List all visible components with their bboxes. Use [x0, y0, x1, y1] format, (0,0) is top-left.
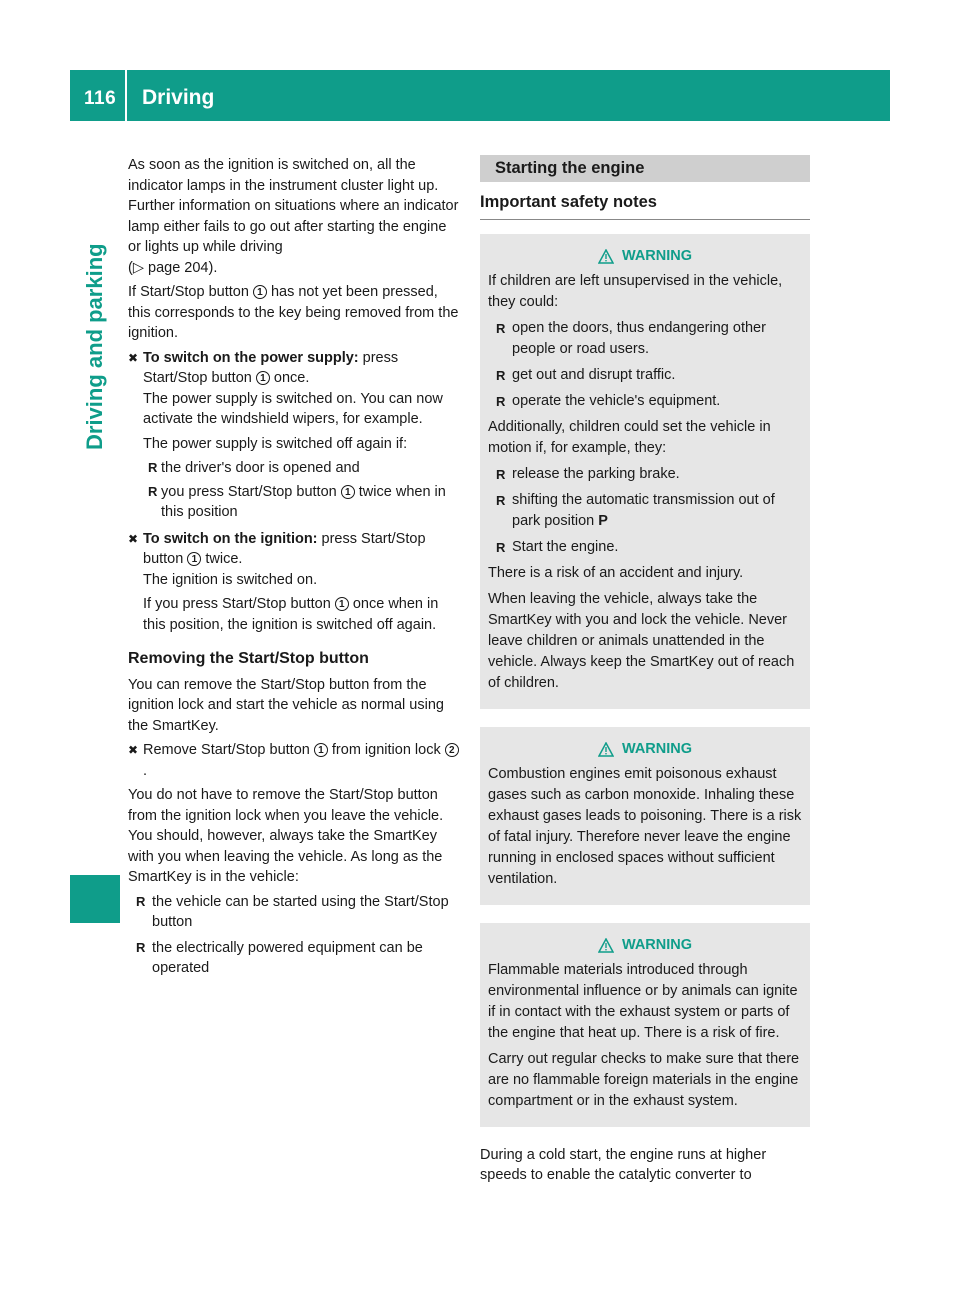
text: .	[143, 762, 148, 779]
text: from ignition lock	[327, 742, 445, 758]
paragraph: Combustion engines emit poisonous exhaust gases such as carbon monoxide. Inhaling these exhaust gases leads to poisoning. There is a risk of fatal injury. Therefore never leave the engine running in enclosed spaces without sufficient ventilation.	[488, 765, 802, 887]
left-column	[128, 155, 460, 984]
bullet-icon: R	[148, 483, 158, 499]
page-title: Driving	[142, 86, 215, 109]
right-column	[480, 155, 810, 1189]
step-arrow-icon: ✖	[128, 350, 139, 365]
callout-1-icon: 1	[335, 597, 349, 611]
text: you press Start/Stop button	[161, 483, 341, 500]
bullet-icon: R	[148, 460, 158, 475]
side-tab-block	[70, 875, 120, 923]
warning-header	[488, 935, 802, 956]
instruction-step	[128, 348, 460, 455]
paragraph: When leaving the vehicle, always take the SmartKey with you and lock the vehicle. Never leave children or animals unattended in the vehicle. Always keep the SmartKey out of reach of children.	[488, 590, 795, 691]
warning-header	[488, 739, 802, 760]
paragraph: Additionally, children could set the vehicle in motion if, for example, they:	[488, 418, 771, 456]
text: the electrically powered equipment can be operated	[152, 939, 423, 976]
paragraph: There is a risk of an accident and injury.	[488, 564, 744, 581]
bullet-icon: R	[496, 466, 506, 482]
text: release the parking brake.	[512, 465, 680, 482]
text: press Start/Stop button	[143, 530, 426, 567]
text: press Start/Stop button	[143, 349, 399, 386]
list-item	[128, 458, 460, 479]
callout-1-icon: 1	[253, 285, 267, 299]
bullet-icon: R	[496, 320, 506, 336]
callout-1-icon: 1	[187, 552, 201, 566]
callout-1-icon: 1	[314, 743, 328, 757]
bullet-icon: R	[496, 367, 506, 383]
warning-box	[480, 923, 810, 1127]
warning-box	[480, 234, 810, 709]
text: If Start/Stop button	[128, 284, 253, 300]
step-label: To switch on the ignition:	[143, 530, 318, 547]
step-arrow-icon: ✖	[128, 743, 139, 757]
text: Remove Start/Stop button	[143, 742, 314, 758]
text: As soon as the ignition is switched on, all the indicator lamps in the instrument cluster light up. Further information on situations where an indicator lamp either fails to go out after starting the engine or lights up while driving	[128, 157, 459, 255]
list-item	[128, 892, 460, 933]
side-tab-label: Driving and parking	[82, 243, 107, 450]
text: operate the vehicle's equipment.	[512, 392, 721, 409]
bullet-icon: R	[136, 939, 146, 955]
paragraph	[128, 155, 460, 278]
callout-1-icon: 1	[341, 485, 355, 499]
step-label: To switch on the power supply:	[143, 349, 359, 366]
bullet-icon: R	[136, 893, 146, 909]
page-number: 116	[84, 88, 117, 109]
text: has not yet been pressed, this corresponds to the key being removed from the ignition.	[128, 284, 459, 341]
text: open the doors, thus endangering other people or road users.	[512, 319, 766, 357]
section-heading: Starting the engine	[480, 155, 810, 182]
text: twice.	[201, 551, 243, 567]
list-item	[488, 490, 802, 532]
gear-position: P	[598, 512, 608, 529]
list-item	[488, 537, 802, 558]
paragraph: Flammable materials introduced through environmental influence or by animals can ignite if in contact with the exhaust system or parts of the engine that heat up. There is a risk of fire.	[488, 961, 798, 1041]
warning-label: WARNING	[621, 247, 693, 264]
warning-label: WARNING	[621, 740, 693, 757]
warning-label: WARNING	[621, 936, 693, 953]
list-item	[488, 365, 802, 386]
list-item	[128, 482, 460, 523]
text: the vehicle can be started using the Start/Stop button	[152, 893, 449, 930]
warning-triangle-icon	[598, 742, 614, 757]
text: The power supply is switched off again if:	[143, 435, 408, 452]
text: get out and disrupt traffic.	[512, 366, 676, 383]
warning-triangle-icon	[598, 938, 614, 953]
paragraph: If children are left unsupervised in the vehicle, they could:	[488, 272, 783, 310]
text: once.	[269, 370, 310, 386]
warning-header	[488, 246, 802, 267]
instruction-step	[128, 740, 460, 781]
page-reference: (▷ page 204).	[128, 259, 218, 276]
warning-box	[480, 727, 810, 905]
instruction-step	[128, 529, 460, 636]
text: If you press Start/Stop button	[143, 596, 335, 612]
list-item	[488, 391, 802, 412]
paragraph: You do not have to remove the Start/Stop button from the ignition lock when you leave the vehicle. You should, however, always take the SmartKey with you when leaving the vehicle. As long as the SmartKey is in the vehicle:	[128, 787, 444, 885]
text: Start the engine.	[512, 538, 619, 555]
bullet-icon: R	[496, 539, 506, 555]
subheading: Removing the Start/Stop button	[128, 650, 369, 667]
paragraph: During a cold start, the engine runs at higher speeds to enable the catalytic converter to	[480, 1146, 767, 1183]
text: The power supply is switched on. You can now activate the windshield wipers, for example.	[143, 390, 443, 427]
list-item	[488, 464, 802, 485]
text: once when in this position, the ignition is switched off again.	[143, 596, 439, 633]
paragraph	[143, 594, 460, 635]
text: twice when in this position	[161, 483, 446, 520]
subsection-heading: Important safety notes	[480, 192, 810, 220]
paragraph: You can remove the Start/Stop button from the ignition lock and start the vehicle as normal using the SmartKey.	[128, 676, 444, 734]
text: shifting the automatic transmission out of park position	[512, 491, 775, 529]
callout-2-icon: 2	[445, 743, 459, 757]
warning-triangle-icon	[598, 249, 614, 264]
text: the driver's door is opened and	[161, 460, 360, 476]
paragraph: Carry out regular checks to make sure that there are no flammable foreign materials in the engine compartment or in the exhaust system.	[488, 1050, 800, 1109]
text: The ignition is switched on.	[143, 571, 318, 588]
step-arrow-icon: ✖	[128, 531, 139, 546]
bullet-icon: R	[496, 393, 506, 409]
list-item	[128, 938, 460, 979]
paragraph	[128, 282, 460, 344]
callout-1-icon: 1	[256, 371, 270, 385]
list-item	[488, 318, 802, 360]
header-divider	[125, 70, 127, 121]
bullet-icon: R	[496, 492, 506, 508]
